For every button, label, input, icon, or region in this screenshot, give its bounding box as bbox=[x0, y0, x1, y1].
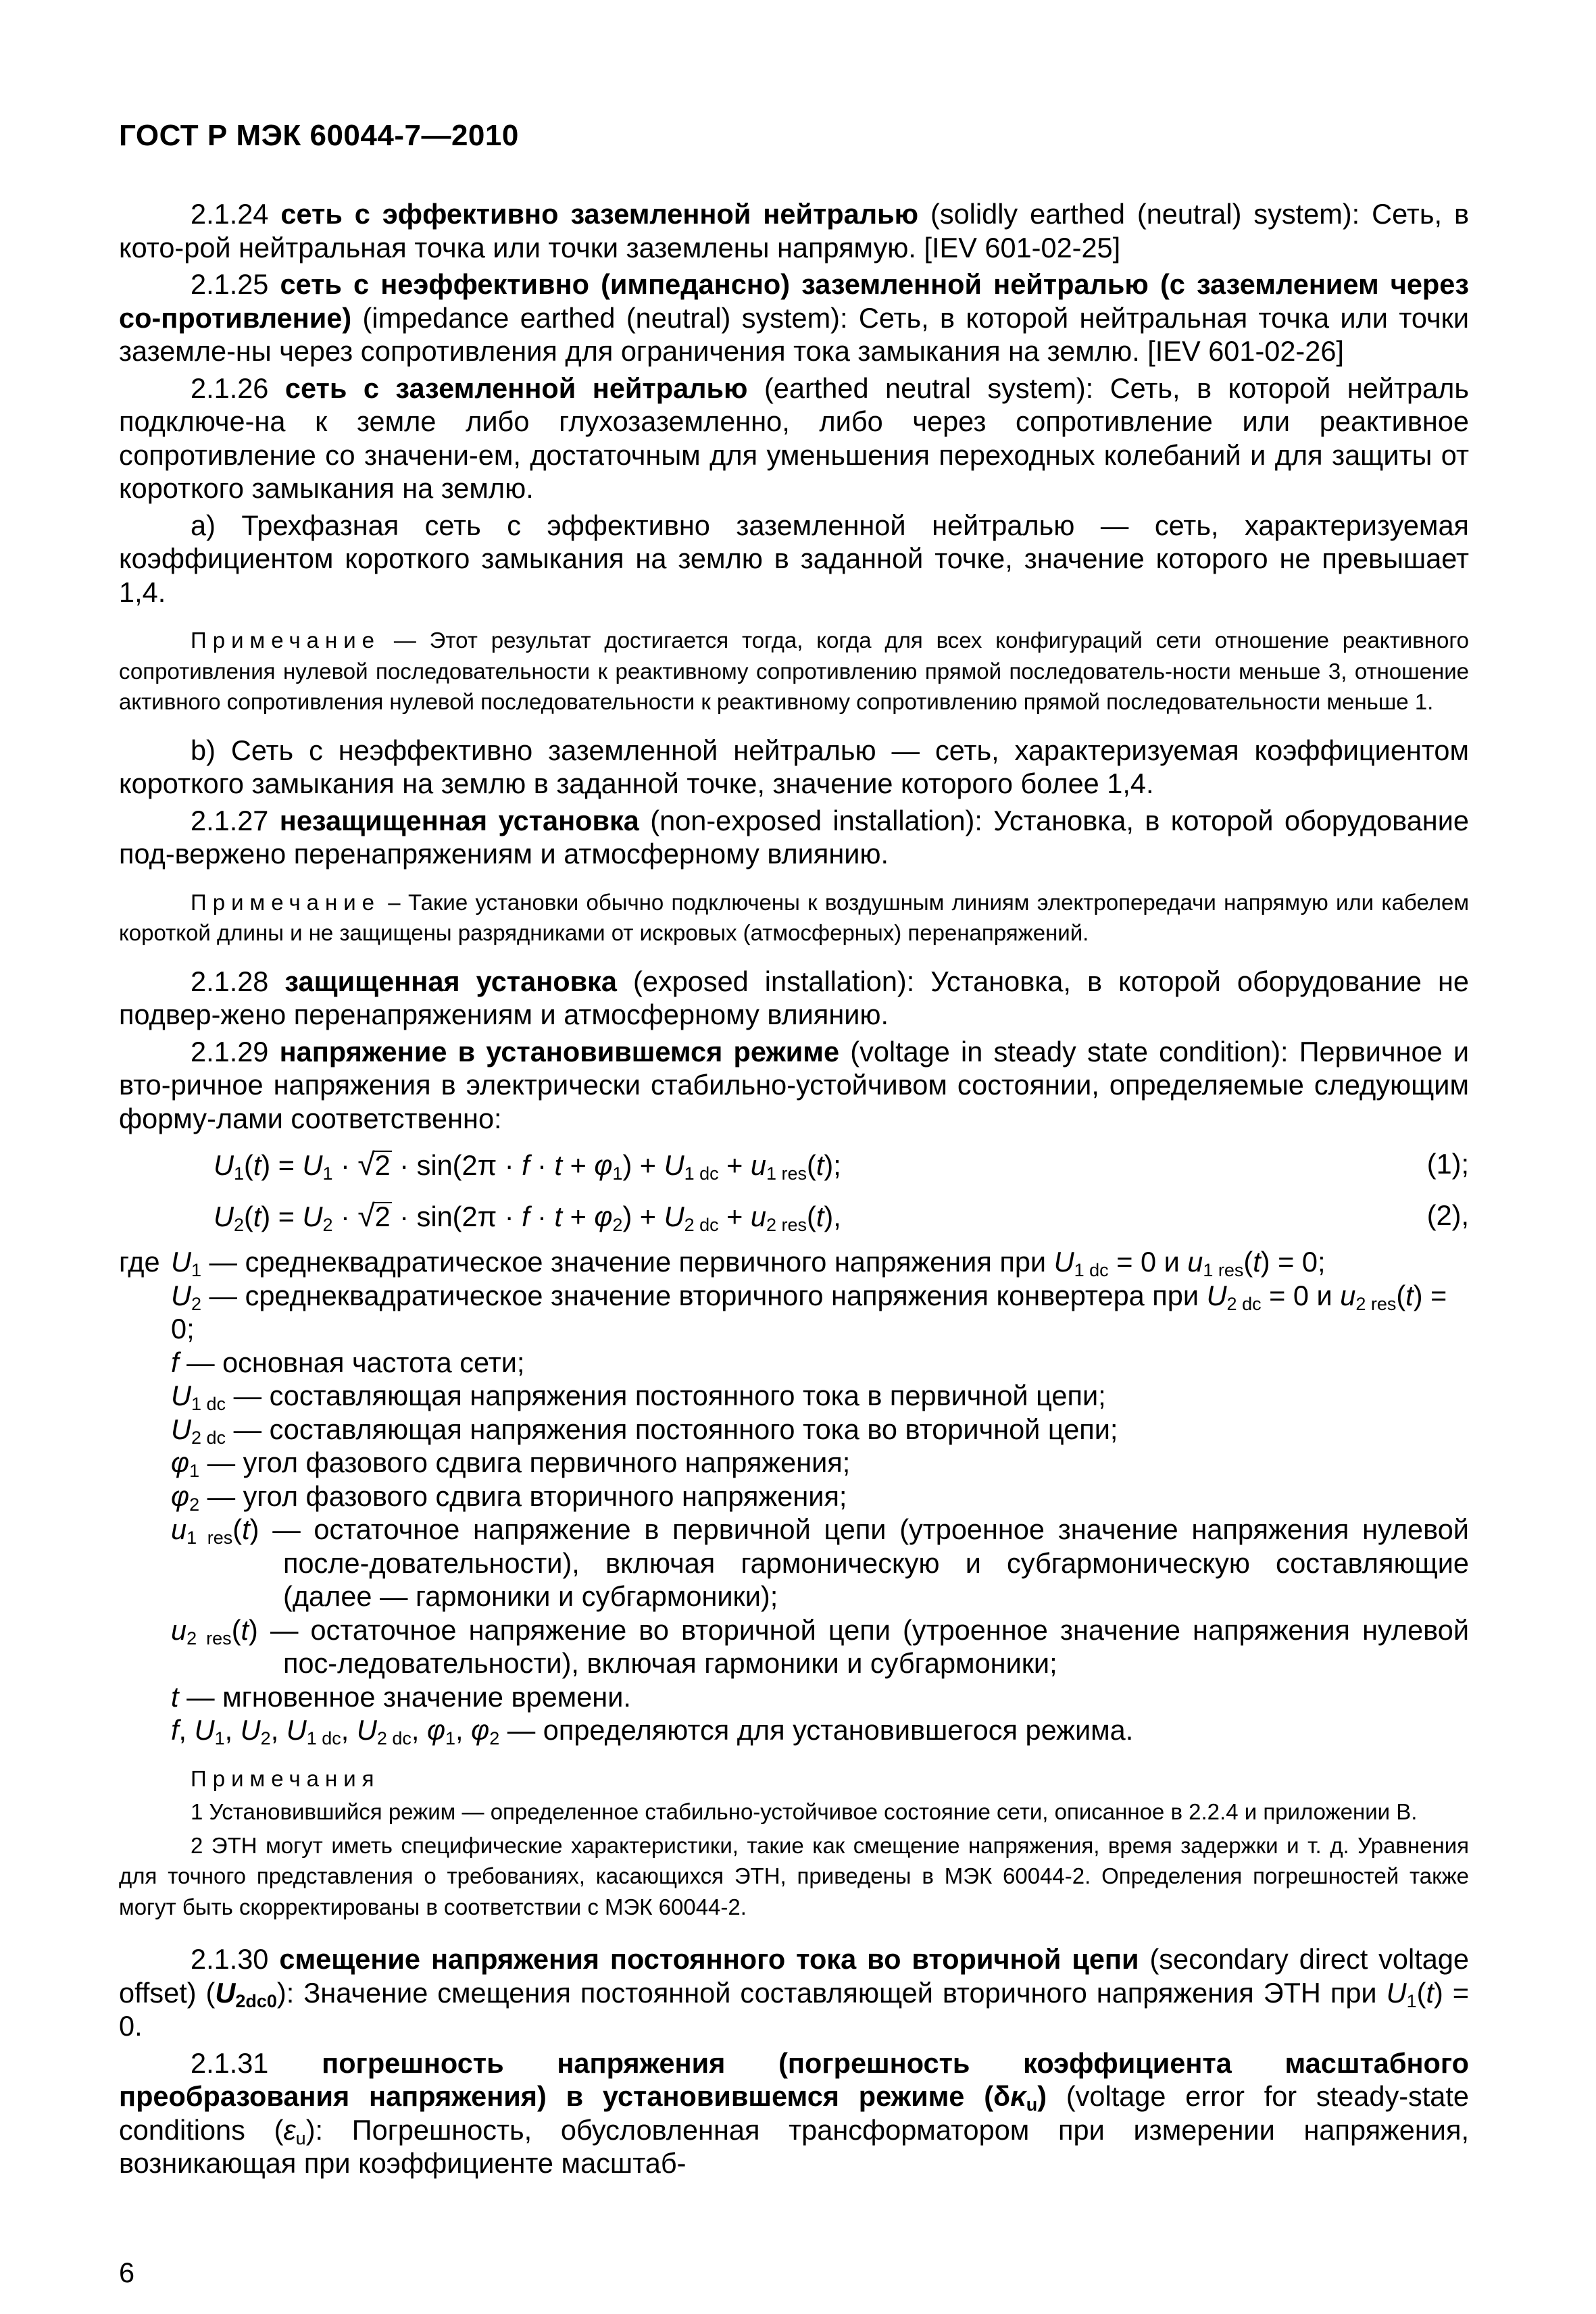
page-content bbox=[119, 197, 1469, 2184]
definition-item: f, $U_1$, $U_2$, $U_{1 dc}$, $U_{2 dc}$, $\varphi_1$, $\varphi_2$ — определяются для установившегося режима. bbox=[171, 1714, 1134, 1749]
definition-item: $\varphi_2$ — угол фазового сдвига вторичного напряжения; bbox=[171, 1480, 847, 1515]
definition-item: $U_{1 dc}$ — составляющая напряжения постоянного тока в первичной цепи; bbox=[171, 1380, 1106, 1414]
clause-2-1-24: 2.1.24 сеть с эффективно заземленной нейтралью (solidly earthed (neutral) system): Сеть, в кото-рой нейтральная точка или точки заземлены напрямую. [IEV 601-02-25] bbox=[119, 198, 1470, 263]
item-a: a) Трехфазная сеть с эффективно заземленной нейтралью — сеть, характеризуемая коэффициентом короткого замыкания на землю в заданной точке, значение которого не превышает 1,4. bbox=[119, 509, 1469, 608]
term: сеть с эффективно заземленной нейтралью bbox=[280, 198, 919, 230]
definitions-list bbox=[119, 1245, 1469, 1747]
equation-number: (1); bbox=[1426, 1148, 1469, 1180]
note-item-2: 2 ЭТН могут иметь специфические характеристики, такие как смещение напряжения, время задержки и т. д. Уравнения для точного представления о требованиях, касающихся ЭТН, приведены в МЭК 60044-2. Определения погрешностей также могут быть скорректированы в соответствии с МЭК 60044-2. bbox=[119, 1832, 1469, 1919]
note-item-1: 1 Установившийся режим — определенное стабильно-устойчивое состояние сети, описанное в 2.2.4 и приложении В. bbox=[191, 1799, 1418, 1824]
term: смещение напряжения постоянного тока во вторичной цепи bbox=[279, 1943, 1139, 1975]
page-header: ГОСТ Р МЭК 60044-7—2010 bbox=[119, 119, 519, 152]
note-label: Примечание bbox=[191, 628, 381, 653]
definition-item: f — основная частота сети; bbox=[171, 1346, 525, 1378]
definition-item: $U_{2 dc}$ — составляющая напряжения постоянного тока во вторичной цепи; bbox=[171, 1413, 1118, 1448]
note-label: Примечание bbox=[191, 889, 381, 915]
clause-2-1-25: 2.1.25 сеть с неэффективно (импедансно) заземленной нейтралью (с заземлением через со-противление) (impedance earthed (neutral) system): Сеть, в которой нейтральная точка или точки заземле-ны через сопротивления для ограничения тока замыкания на землю. [IEV 601-02-26] bbox=[119, 268, 1469, 367]
term: погрешность напряжения (погрешность коэффициента масштабного преобразования напряжения) в установившемся режиме $(\delta\kappa_u)$ bbox=[119, 2046, 1469, 2115]
definition-item: t — мгновенное значение времени. bbox=[171, 1680, 631, 1713]
equation-number: (2), bbox=[1426, 1199, 1469, 1231]
term: сеть с заземленной нейтралью bbox=[284, 372, 748, 404]
term: незащищенная установка bbox=[279, 804, 639, 836]
formula-1: $U_1(t) = U_1 \cdot √2 \cdot \sin(2\pi \cdot f \cdot t + \varphi_1) + U_{1 dc} + u_{1 res}(t)$; (1); bbox=[119, 1138, 1469, 1190]
page-number: 6 bbox=[119, 2257, 135, 2288]
term: защищенная установка bbox=[284, 965, 617, 997]
clause-2-1-27: 2.1.27 незащищенная установка (non-exposed installation): Установка, в которой оборудование под-вержено перенапряжениям и атмосферному влиянию. bbox=[119, 804, 1469, 870]
clause-2-1-29: 2.1.29 напряжение в установившемся режиме (voltage in steady state condition): Первичное и вто-ричное напряжения в электрически стабильно-устойчивом состоянии, определяемые следующим форму-лами соответственно: bbox=[119, 1035, 1469, 1134]
clause-2-1-26: 2.1.26 сеть с заземленной нейтралью (earthed neutral system): Сеть, в которой нейтраль подключе-на к земле либо глухозаземленно, либо через сопротивление или реактивное сопротивление со значени-ем, достаточным для уменьшения переходных колебаний и для защиты от короткого замыкания на землю. bbox=[119, 372, 1469, 504]
term: сеть с неэффективно (импедансно) заземленной нейтралью (с заземлением через со-противление) bbox=[119, 268, 1469, 334]
formula-2: $U_2(t) = U_2 \cdot √2 \cdot \sin(2\pi \cdot f \cdot t + \varphi_2) + U_{2 dc} + u_{2 res}(t)$, (2), bbox=[119, 1190, 1469, 1241]
item-b: b) Сеть с неэффективно заземленной нейтралью — сеть, характеризуемая коэффициентом короткого замыкания на землю в заданной точке, значение которого более 1,4. bbox=[119, 734, 1469, 799]
notes-heading: Примечания bbox=[191, 1765, 380, 1791]
clause-2-1-31: 2.1.31 погрешность напряжения (погрешность коэффициента масштабного преобразования напряжения) в установившемся режиме $(\delta\kappa_u)$ (voltage error for steady-state conditions $(\varepsilon_u)$: Погрешность, обусловленная трансформатором при измерении напряжения, возникающая при коэффициенте масштаб- bbox=[119, 2046, 1469, 2179]
definition-item: $u_{2 res}(t)$ — остаточное напряжение во вторичной цепи (утроенное значение напряжения нулевой пос-ледовательности), включая гармоники и субгармоники; bbox=[171, 1613, 1470, 1679]
clause-2-1-28: 2.1.28 защищенная установка (exposed installation): Установка, в которой оборудование не подвер-жено перенапряжениям и атмосферному влиянию. bbox=[119, 965, 1469, 1030]
definition-item: $\varphi_1$ — угол фазового сдвига первичного напряжения; bbox=[171, 1447, 851, 1481]
clause-2-1-30: 2.1.30 смещение напряжения постоянного тока во вторичной цепи (secondary direct voltage offset) $(U_{2dc0})$: Значение смещения постоянной составляющей вторичного напряжения ЭТН при $U_1(t) = 0$. bbox=[119, 1943, 1470, 2042]
term: напряжение в установившемся режиме bbox=[279, 1035, 840, 1067]
definition-item: $u_{1 res}(t)$ — остаточное напряжение в первичной цепи (утроенное значение напряжения нулевой после-довательности), включая гармоническую и субгармоническую составляющие (далее — гармоники и субгармоники); bbox=[171, 1513, 1469, 1612]
note-2: Примечание – Такие установки обычно подключены к воздушным линиям электропередачи напрямую или кабелем короткой длины и не защищены разрядниками от искровых (атмосферных) перенапряжений. bbox=[119, 889, 1469, 945]
note-1: Примечание — Этот результат достигается тогда, когда для всех конфигураций сети отношение реактивного сопротивления нулевой последовательности к реактивному сопротивлению прямой последователь-ности меньше 3, отношение активного сопротивления нулевой последовательности к реактивному сопротивлению прямой последовательности меньше 1. bbox=[119, 628, 1469, 714]
definition-item: $U_2$ — среднеквадратическое значение вторичного напряжения конвертера при $U_{2 dc} = 0$ и $u_{2 res}(t) = 0$; bbox=[171, 1279, 1447, 1344]
definition-item: где $U_1$ — среднеквадратическое значение первичного напряжения при $U_{1 dc} = 0$ и $u_{1 res}(t) = 0$; bbox=[119, 1246, 1326, 1280]
